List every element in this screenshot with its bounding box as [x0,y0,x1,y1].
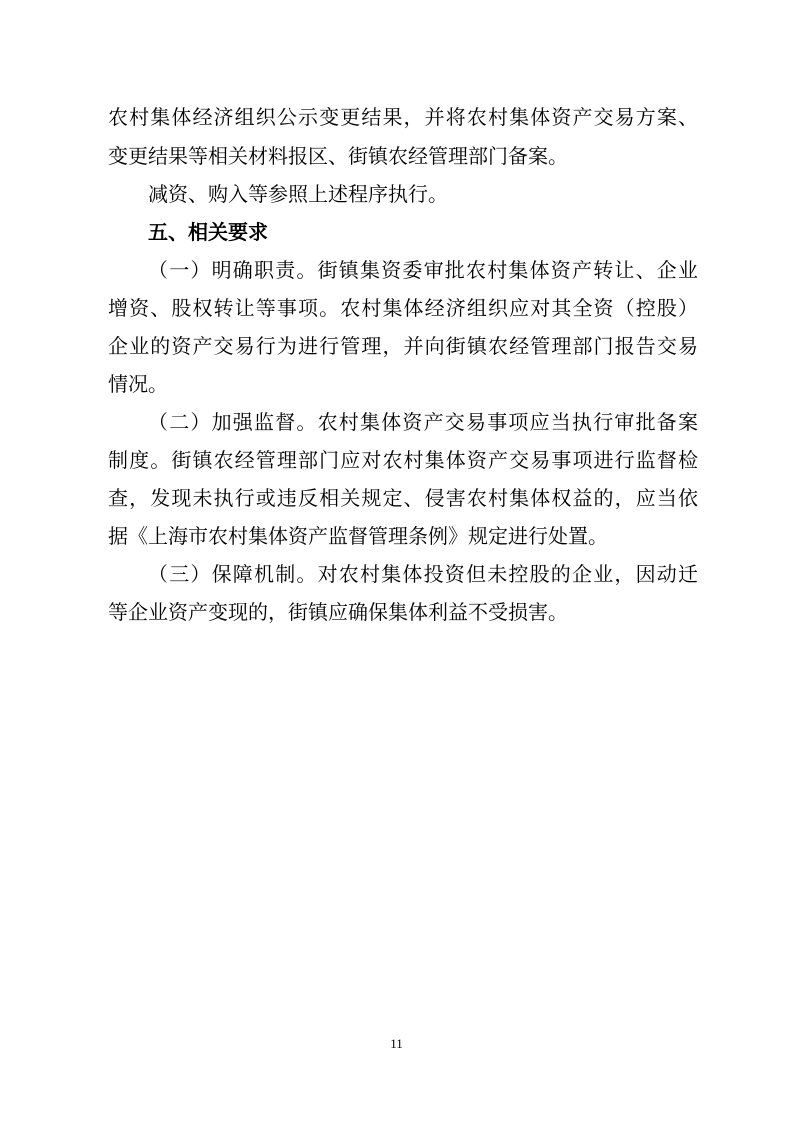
paragraph-line: 农村集体经济组织公示变更结果，并将农村集体资产交易方案、 [108,105,698,129]
paragraph-line: 制度。街镇农经管理部门应对农村集体资产交易事项进行监督检 [108,448,698,472]
paragraph-line: 查，发现未执行或违反相关规定、侵害农村集体权益的，应当依 [108,486,698,510]
page-number: 11 [390,1036,403,1051]
paragraph-line: 变更结果等相关材料报区、街镇农经管理部门备案。 [108,144,568,168]
paragraph-line: 企业的资产交易行为进行管理，并向街镇农经管理部门报告交易 [108,334,698,358]
paragraph-line: （二）加强监督。农村集体资产交易事项应当执行审批备案 [148,410,698,434]
paragraph-line: 据《上海市农村集体资产监督管理条例》规定进行处置。 [108,524,608,548]
paragraph-line: 情况。 [108,372,168,396]
paragraph-line: 等企业资产变现的，街镇应确保集体利益不受损害。 [108,600,568,624]
section-heading: 五、相关要求 [148,220,268,244]
paragraph-line: 增资、股权转让等事项。农村集体经济组织应对其全资（控股） [108,296,698,320]
paragraph-line: （三）保障机制。对农村集体投资但未控股的企业，因动迁 [148,562,698,586]
paragraph-line: 减资、购入等参照上述程序执行。 [148,182,448,206]
paragraph-line: （一）明确职责。街镇集资委审批农村集体资产转让、企业 [148,258,698,282]
